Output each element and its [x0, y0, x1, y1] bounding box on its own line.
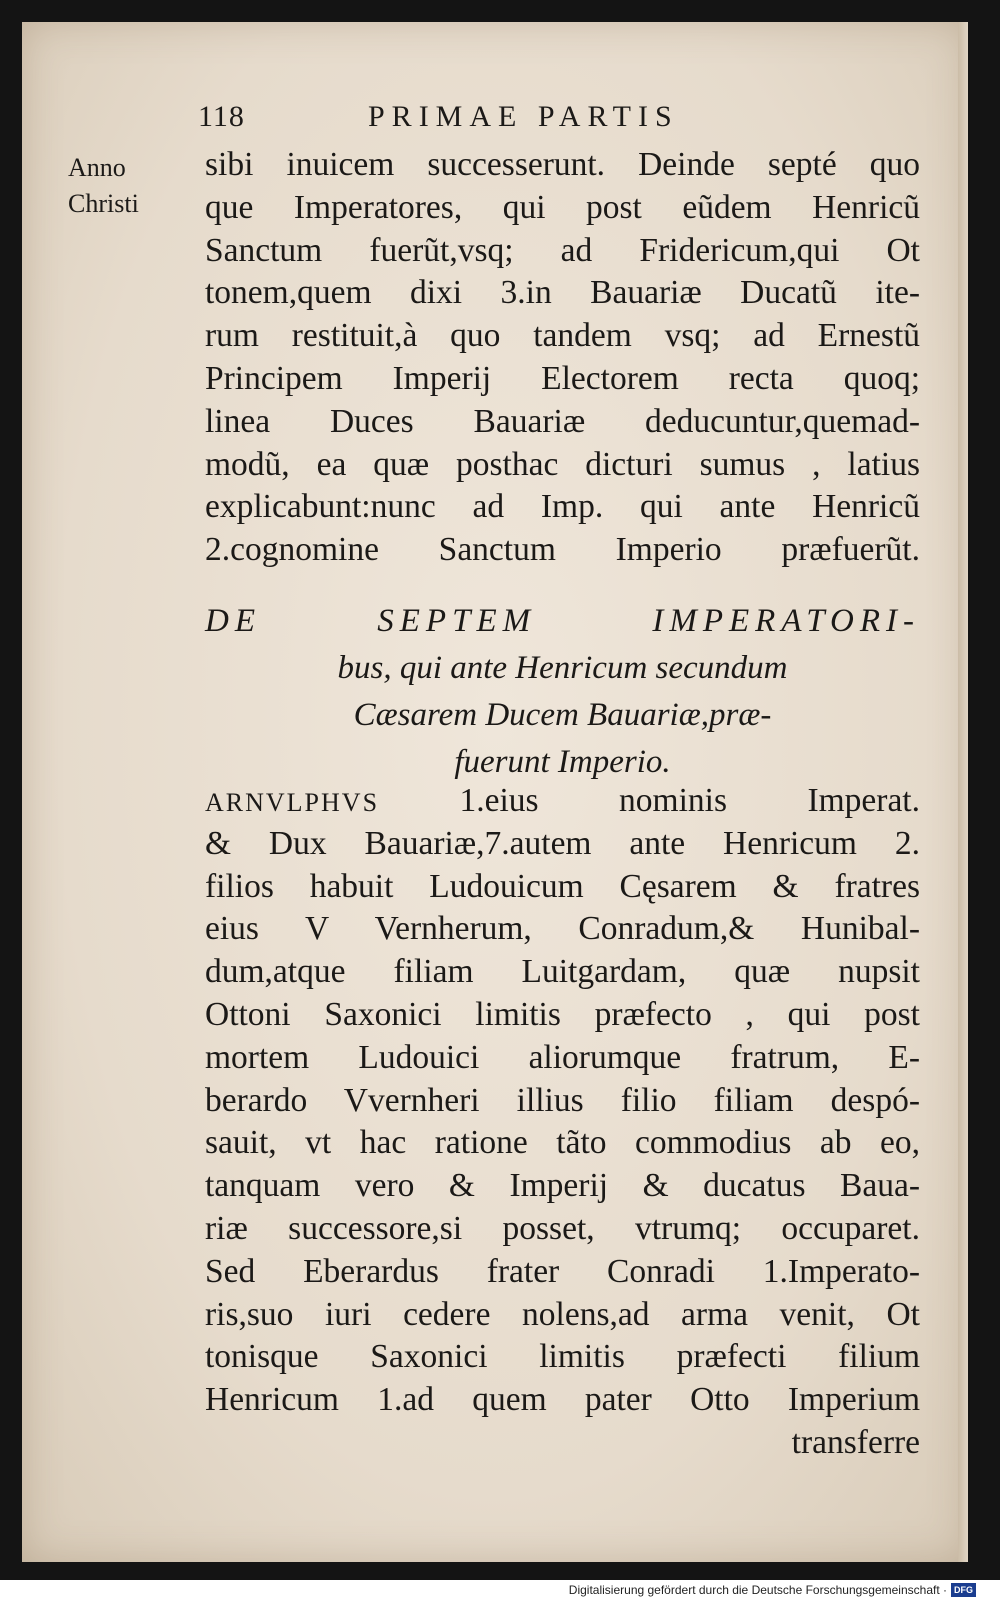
funding-note — [569, 1583, 976, 1597]
text-line: mortem Ludouici aliorumque fratrum, E- — [205, 1038, 920, 1076]
text-line: explicabunt:nunc ad Imp. qui ante Henricũ — [205, 488, 920, 526]
text-line: eius V Vernherum, Conradum,& Hunibal- — [205, 910, 920, 948]
text-line: tonem,quem dixi 3.in Bauariæ Ducatũ ite- — [205, 274, 920, 312]
text-line: riæ successore,si posset, vtrumq; occuparet. — [205, 1209, 920, 1247]
running-head: PRIMAE PARTIS — [368, 100, 679, 133]
text-fragment: 1.eius nominis Imperat. — [379, 782, 920, 819]
dfg-logo: DFG — [951, 1583, 976, 1597]
text-line: Ottoni Saxonici limitis præfecto , qui post — [205, 995, 920, 1033]
text-line-first — [205, 780, 920, 823]
text-line: rum restituit,à quo tandem vsq; ad Ernestũ — [205, 317, 920, 355]
heading-line: fuerunt Imperio. — [454, 744, 671, 780]
catchword: transferre — [791, 1423, 920, 1461]
text-line: tanquam vero & Imperij & ducatus Baua- — [205, 1167, 920, 1205]
text-line: sibi inuicem successerunt. Deinde septé quo — [205, 146, 920, 183]
text-line: modũ, ea quæ posthac dicturi sumus , latius — [205, 445, 920, 483]
page-header — [198, 92, 758, 142]
text-line: Sed Eberardus frater Conradi 1.Imperato- — [205, 1252, 920, 1290]
section-heading — [205, 598, 920, 786]
text-line: Sanctum fuerũt,vsq; ad Fridericum,qui Ot — [205, 231, 920, 269]
heading-line: Cæsarem Ducem Bauariæ,præ- — [353, 697, 772, 733]
page-number: 118 — [198, 100, 245, 133]
text-line: tonisque Saxonici limitis præfecti filium — [205, 1338, 920, 1376]
funding-text: Digitalisierung gefördert durch die Deutsche Forschungsgemeinschaft · — [568, 1583, 947, 1597]
paragraph-arnulphus — [205, 780, 920, 1465]
margin-note — [68, 150, 198, 222]
text-line: linea Duces Bauariæ deducuntur,quemad- — [205, 402, 920, 440]
text-line: Henricum 1.ad quem pater Otto Imperium — [205, 1381, 920, 1419]
text-line: Principem Imperij Electorem recta quoq; — [205, 359, 920, 397]
smallcaps-name: ARNVLPHVS — [205, 788, 380, 817]
page-edge — [958, 22, 968, 1562]
text-line: ris,suo iuri cedere nolens,ad arma venit, Ot — [205, 1295, 920, 1333]
text-line: 2.cognomine Sanctum Imperio præfuerũt. — [205, 531, 920, 569]
text-line: filios habuit Ludouicum Cęsarem & fratres — [205, 867, 920, 905]
margin-note-line: Anno — [68, 153, 126, 182]
paragraph-continued — [205, 144, 920, 572]
margin-note-line: Christi — [68, 189, 139, 218]
text-line: que Imperatores, qui post eũdem Henricũ — [205, 188, 920, 226]
heading-line: bus, qui ante Henricum secundum — [337, 650, 788, 686]
text-line: berardo Vvernheri illius filio filiam despó- — [205, 1081, 920, 1119]
text-line: sauit, vt hac ratione tãto commodius ab eo, — [205, 1124, 920, 1162]
footer-bar — [0, 1580, 1000, 1603]
text-line: dum,atque filiam Luitgardam, quæ nupsit — [205, 953, 920, 991]
text-line: & Dux Bauariæ,7.autem ante Henricum 2. — [205, 824, 920, 862]
heading-line: DE SEPTEM IMPERATORI- — [205, 603, 920, 639]
